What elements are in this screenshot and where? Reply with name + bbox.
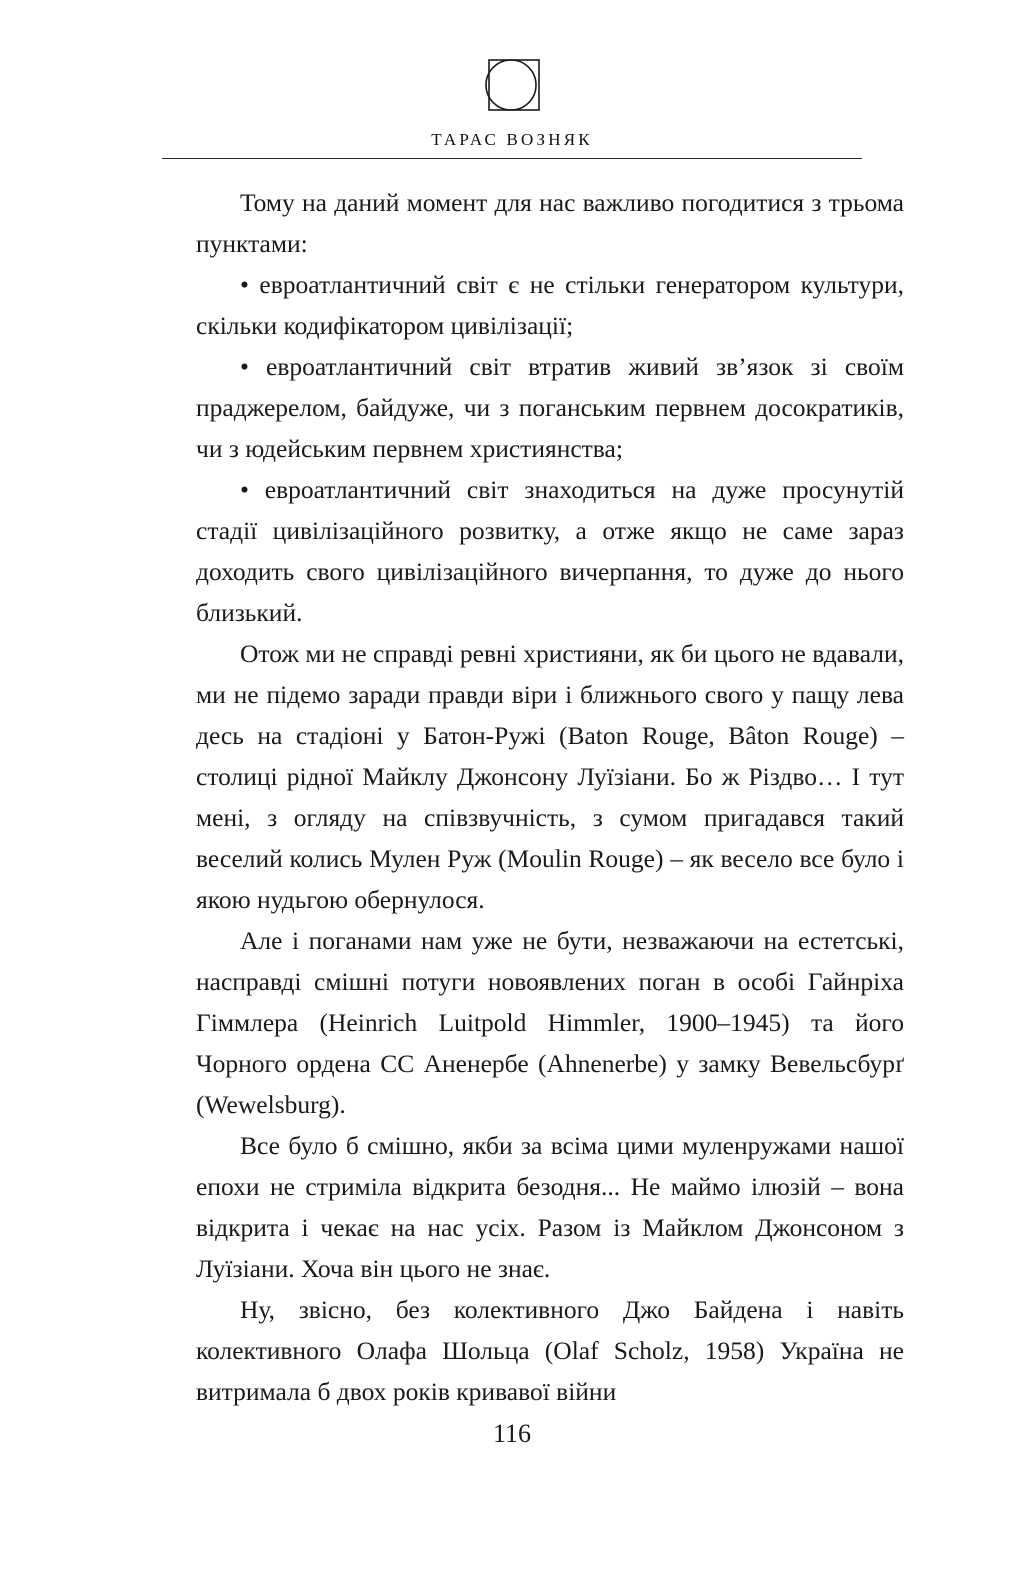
bullet-item: • евроатлантичний світ знаходиться на дуже просунутій стадії цивілізаційного розвитку, а отже якщо не саме зараз доходить свого цивілізаційного вичерпання, то дуже до нього близький.: [196, 475, 904, 627]
page-number: 116: [492, 1419, 532, 1448]
circle-in-square-logo-icon: [475, 50, 549, 124]
bullet-item: • евроатлантичний світ втратив живий зв’язок зі своїм праджерелом, байдуже, чи з поганським первнем досократиків, чи з юдейським первнем християнства;: [196, 352, 904, 463]
paragraph: Все було б смішно, якби за всіма цими муленружами нашої епохи не стриміла відкрита безодня... Не маймо ілюзій – вона відкрита і чекає на нас усіх. Разом із Майклом Джонсоном з Луїзіани. Хоча він цього не знає.: [196, 1131, 904, 1283]
running-title: ТАРАС ВОЗНЯК: [431, 130, 593, 149]
paragraph: Ну, звісно, без колективного Джо Байдена і навіть колективного Олафа Шольца (Olaf Scholz, 1958) Україна не витримала б двох років кривавої війни: [196, 1295, 904, 1406]
page-header: [0, 50, 1024, 159]
header-divider: [162, 158, 862, 159]
paragraph: Отож ми не справді ревні християни, як би цього не вдавали, ми не підемо заради правди віри і ближнього свого у пащу лева десь на стадіоні у Батон-Ружі (Baton Rouge, Bâton Rouge) – столиці рідної Майклу Джонсону Луїзіани. Бо ж Різдво… І тут мені, з огляду на співзвучність, з сумом пригадався такий веселий колись Мулен Руж (Moulin Rouge) – як весело все було і якою нудьгою обернулося.: [196, 639, 904, 914]
paragraph: Але і поганами нам уже не бути, незважаючи на естетські, насправді смішні потуги новоявлених поган в особі Гайнріха Гіммлера (Heinrich Luitpold Himmler, 1900–1945) та його Чорного ордена СС Аненербе (Ahnenerbe) у замку Вевельсбурґ (Wewelsburg).: [196, 926, 904, 1119]
page-body: [196, 182, 904, 1412]
paragraph: Тому на даний момент для нас важливо погодитися з трьома пунктами:: [196, 188, 904, 258]
bullet-item: • евроатлантичний світ є не стільки генератором культури, скільки кодифікатором цивілізації;: [196, 270, 904, 340]
